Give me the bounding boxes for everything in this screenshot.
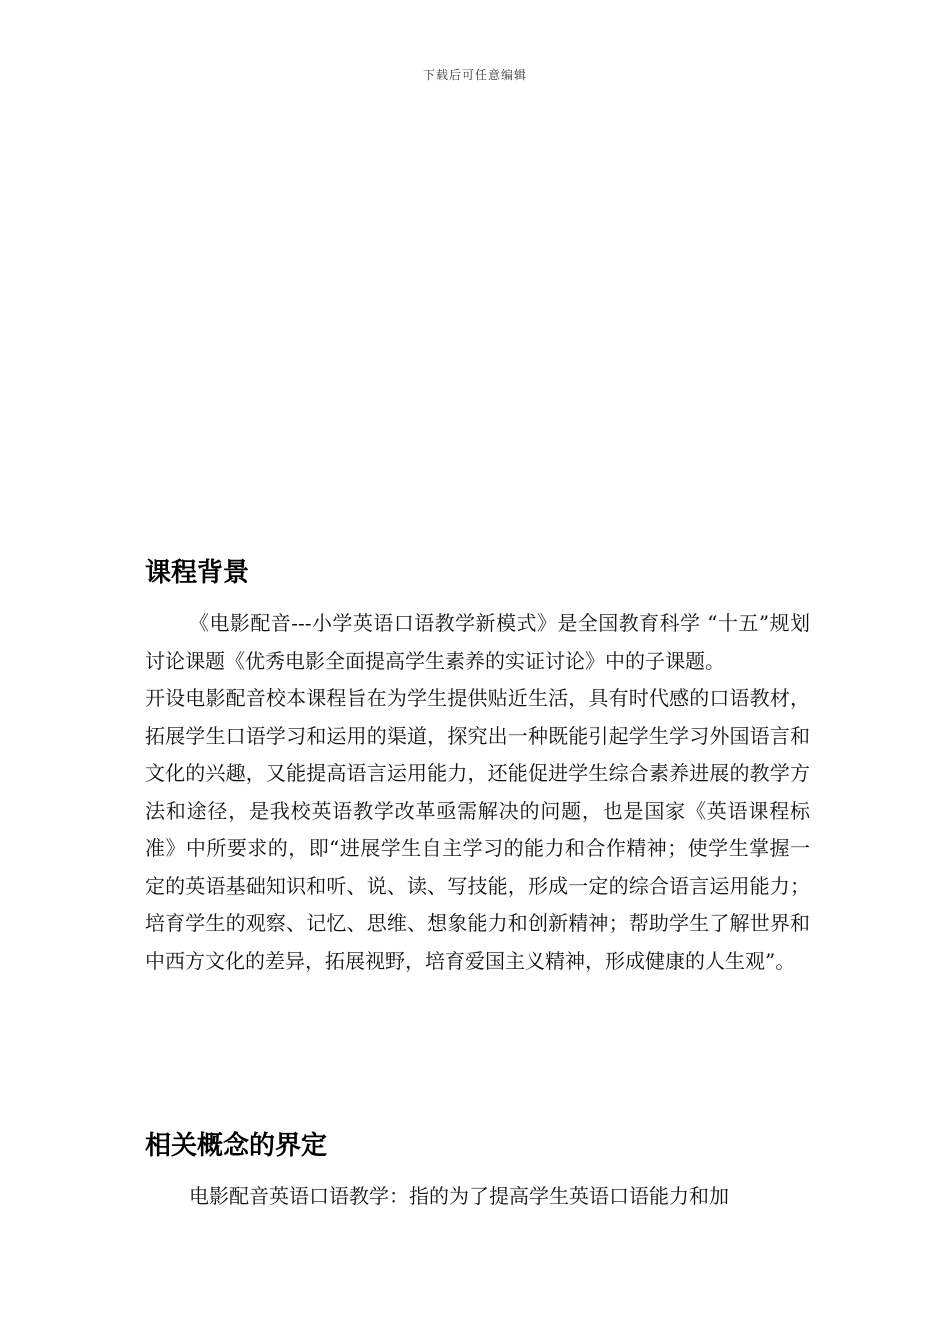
paragraph: 开设电影配音校本课程旨在为学生提供贴近生活，具有时代感的口语教材，拓展学生口语学习和运用的渠道，探究出一种既能引起学生学习外国语言和文化的兴趣，又能提高语言运用能力，还能促进学生综合素养进展的教学方法和途径，是我校英语教学改革亟需解决的问题，也是国家《英语课程标准》中所要求的，即“进展学生自主学习的能力和合作精神；使学生掌握一定的英语基础知识和听、说、读、写技能，形成一定的综合语言运用能力；培育学生的观察、记忆、思维、想象能力和创新精神；帮助学生了解世界和中西方文化的差异，拓展视野，培育爱国主义精神，形成健康的人生观”。 <box>145 686 810 973</box>
section-concept-definition <box>145 1128 810 1216</box>
header-note: 下载后可任意编辑 <box>422 68 527 82</box>
paragraph: 电影配音英语口语教学：指的为了提高学生英语口语能力和加 <box>189 1184 729 1208</box>
paragraph: 《电影配音---小学英语口语教学新模式》是全国教育科学 “十五”规划讨论课题《优秀电影全面提高学生素养的实证讨论》中的子课题。 <box>145 611 810 673</box>
section-course-background <box>145 555 810 980</box>
section-title: 相关概念的界定 <box>145 1131 328 1161</box>
section-title: 课程背景 <box>145 558 250 588</box>
